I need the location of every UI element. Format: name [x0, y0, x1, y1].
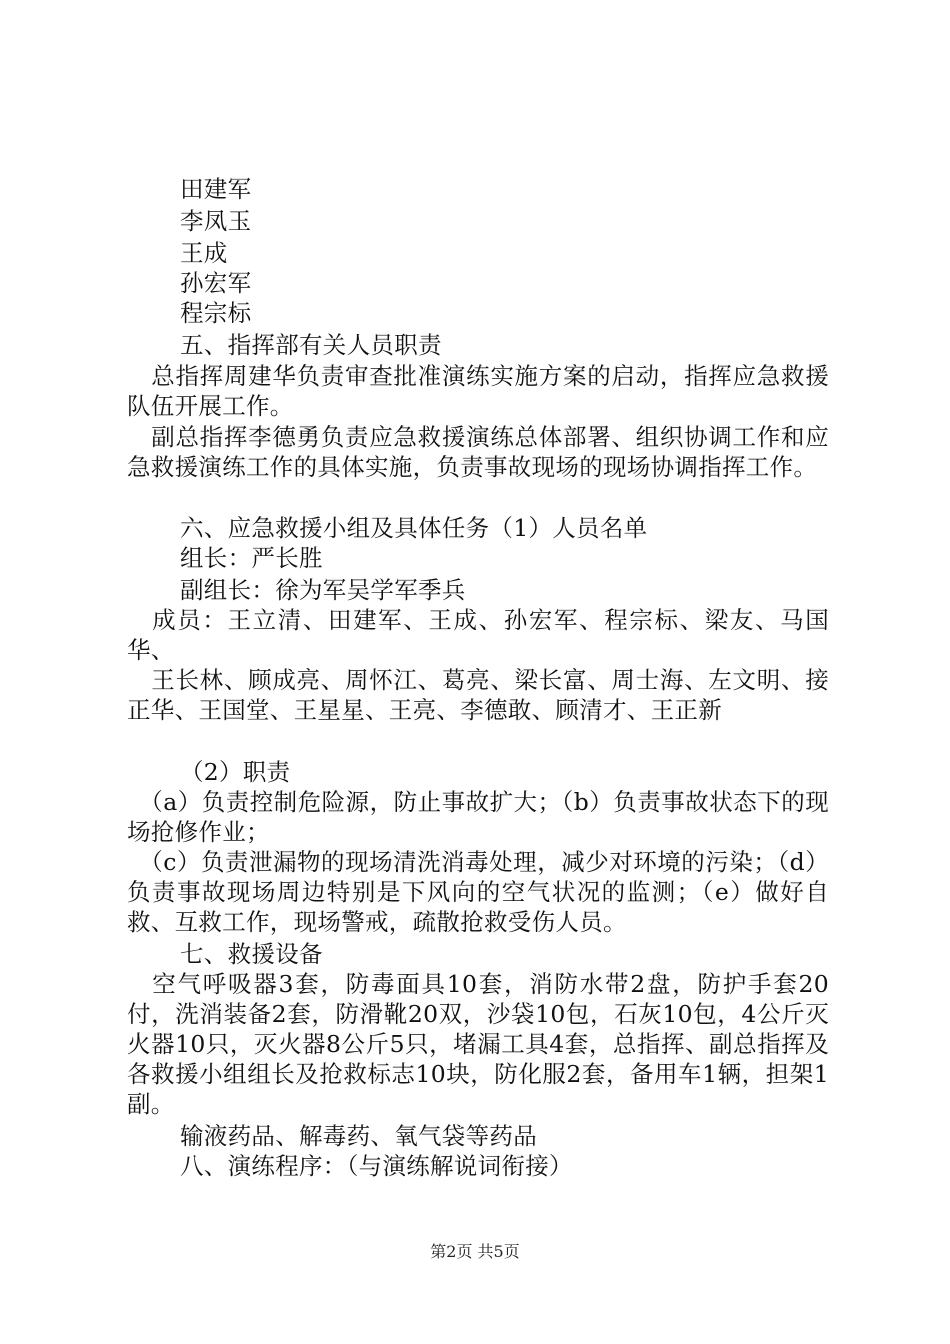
equipment-paragraph: 空气呼吸器3套，防毒面具10套，消防水带2盘，防护手套20付，洗消装备2套，防滑靴20双，沙袋10包，石灰10包，4公斤灭火器10只，灭火器8公斤5只，堵漏工具4套，总指挥、副总指挥及各救援小组组长及抢救标志10块，防化服2套，备用车1辆，担架1副。 [127, 970, 829, 1118]
commander-paragraph: 总指挥周建华负责审查批准演练实施方案的启动，指挥应急救援队伍开展工作。 [127, 362, 829, 420]
medicine-line: 输液药品、解毒药、氧气袋等药品 [180, 1122, 537, 1150]
deputy-commander-paragraph: 副总指挥李德勇负责应急救援演练总体部署、组织协调工作和应急救援演练工作的具体实施，负责事故现场的现场协调指挥工作。 [127, 423, 829, 481]
duty-cde-paragraph: （c）负责泄漏物的现场清洗消毒处理，减少对环境的污染；（d）负责事故现场周边特别是下风向的空气状况的监测；（e）做好自救、互救工作，现场警戒，疏散抢救受伤人员。 [127, 848, 829, 936]
section6-heading: 六、应急救援小组及具体任务（1）人员名单 [180, 514, 648, 542]
name-cheng-zongbiao: 程宗标 [180, 299, 252, 327]
name-li-fengyu: 李凤玉 [180, 207, 252, 235]
section7-heading: 七、救援设备 [180, 940, 323, 968]
members-paragraph-1: 成员：王立清、田建军、王成、孙宏军、程宗标、梁友、马国华、 [127, 606, 829, 664]
members-paragraph-2: 王长林、顾成亮、周怀江、葛亮、梁长富、周士海、左文明、接正华、王国堂、王星星、王亮、李德敢、顾清才、王正新 [127, 666, 829, 724]
duty-ab-paragraph: （a）负责控制危险源，防止事故扩大；（b）负责事故状态下的现场抢修作业； [127, 788, 829, 846]
section5-heading: 五、指挥部有关人员职责 [180, 331, 442, 359]
deputy-group-leader: 副组长：徐为军吴学军季兵 [180, 576, 466, 604]
duty-heading: （2）职责 [180, 758, 291, 786]
section8-heading: 八、演练程序：（与演练解说词衔接） [180, 1152, 573, 1180]
name-wang-cheng: 王成 [180, 239, 228, 267]
name-sun-hongjun: 孙宏军 [180, 269, 252, 297]
group-leader: 组长：严长胜 [180, 544, 323, 572]
page-number-footer: 第2页 共5页 [430, 1242, 520, 1261]
name-tian-jianjun: 田建军 [180, 175, 252, 203]
